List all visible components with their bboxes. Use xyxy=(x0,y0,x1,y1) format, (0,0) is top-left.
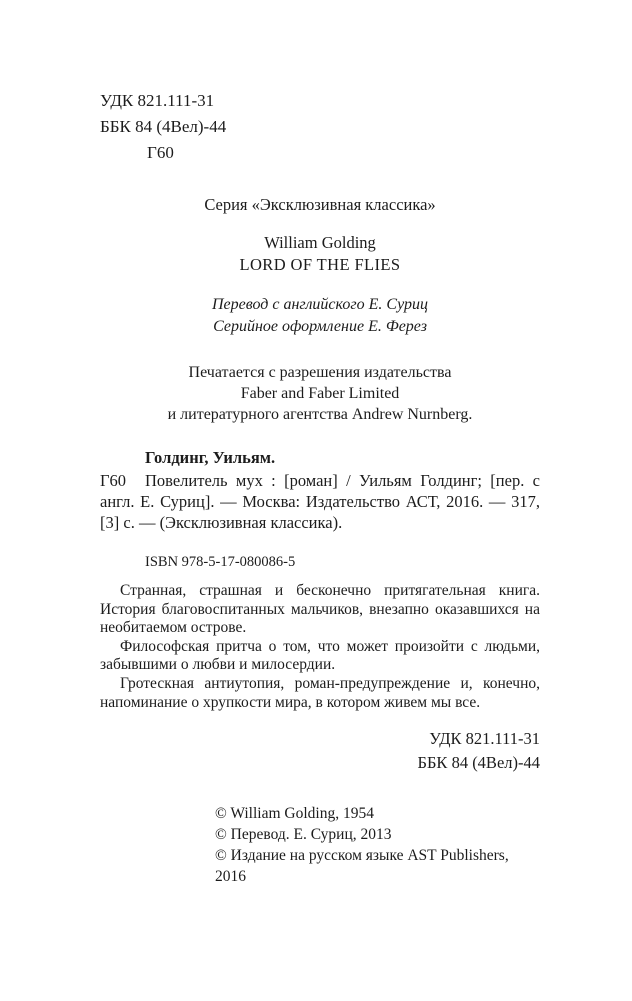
copyright-block xyxy=(100,803,540,887)
isbn: ISBN 978-5-17-080086-5 xyxy=(145,554,296,570)
credits-block xyxy=(100,294,540,338)
udk-code: УДК 821.111-31 xyxy=(100,91,215,110)
permission-line: Faber and Faber Limited xyxy=(240,385,400,402)
annotation-paragraph: Гротескная антиутопия, роман-предупреждение и, конечно, напоминание о хрупкости мира, в котором живем мы все. xyxy=(100,674,540,711)
top-classification-block xyxy=(100,88,540,166)
book-author-latin: William Golding xyxy=(264,233,376,252)
translator-credit: Перевод с английского Е. Суриц xyxy=(212,296,428,313)
bbk-code: ББК 84 (4Вел)-44 xyxy=(100,117,227,136)
catalog-letter-code: Г60 xyxy=(100,471,127,490)
annotation-paragraph: Странная, страшная и бесконечно притягательная книга. История благовоспитанных мальчиков, внезапно оказавшихся на необитаемом острове. xyxy=(100,582,540,637)
copyright-line: © Перевод. Е. Суриц, 2013 xyxy=(215,826,392,844)
catalog-record xyxy=(100,470,540,533)
bottom-classification-block xyxy=(100,727,540,775)
udk-code-bottom: УДК 821.111-31 xyxy=(429,729,540,749)
book-title-latin: LORD OF THE FLIES xyxy=(239,255,401,274)
annotation-paragraph: Философская притча о том, что может произойти с людьми, забывшими о любви и милосердии. xyxy=(100,637,540,674)
catalog-author: Голдинг, Уильям. xyxy=(145,448,276,467)
copyright-line: © William Golding, 1954 xyxy=(215,805,374,823)
series-line: Серия «Эксклюзивная классика» xyxy=(204,195,436,214)
permission-line: Печатается с разрешения издательства xyxy=(188,364,452,381)
annotation-block xyxy=(100,582,540,712)
permission-block xyxy=(100,362,540,425)
copyright-line: © Издание на русском языке AST Publishers, 2016 xyxy=(215,847,509,886)
catalog-letter-code-top: Г60 xyxy=(147,143,174,162)
design-credit: Серийное оформление Е. Ферез xyxy=(213,318,427,335)
permission-line: и литературного агентства Andrew Nurnberg. xyxy=(167,406,473,423)
bbk-code-bottom: ББК 84 (4Вел)-44 xyxy=(417,753,540,773)
catalog-entry: Повелитель мух : [роман] / Уильям Голдинг; [пер. с англ. Е. Суриц]. — Москва: Издательство АСТ, 2016. — 317, [3] с. — (Эксклюзивная классика). xyxy=(100,471,540,532)
